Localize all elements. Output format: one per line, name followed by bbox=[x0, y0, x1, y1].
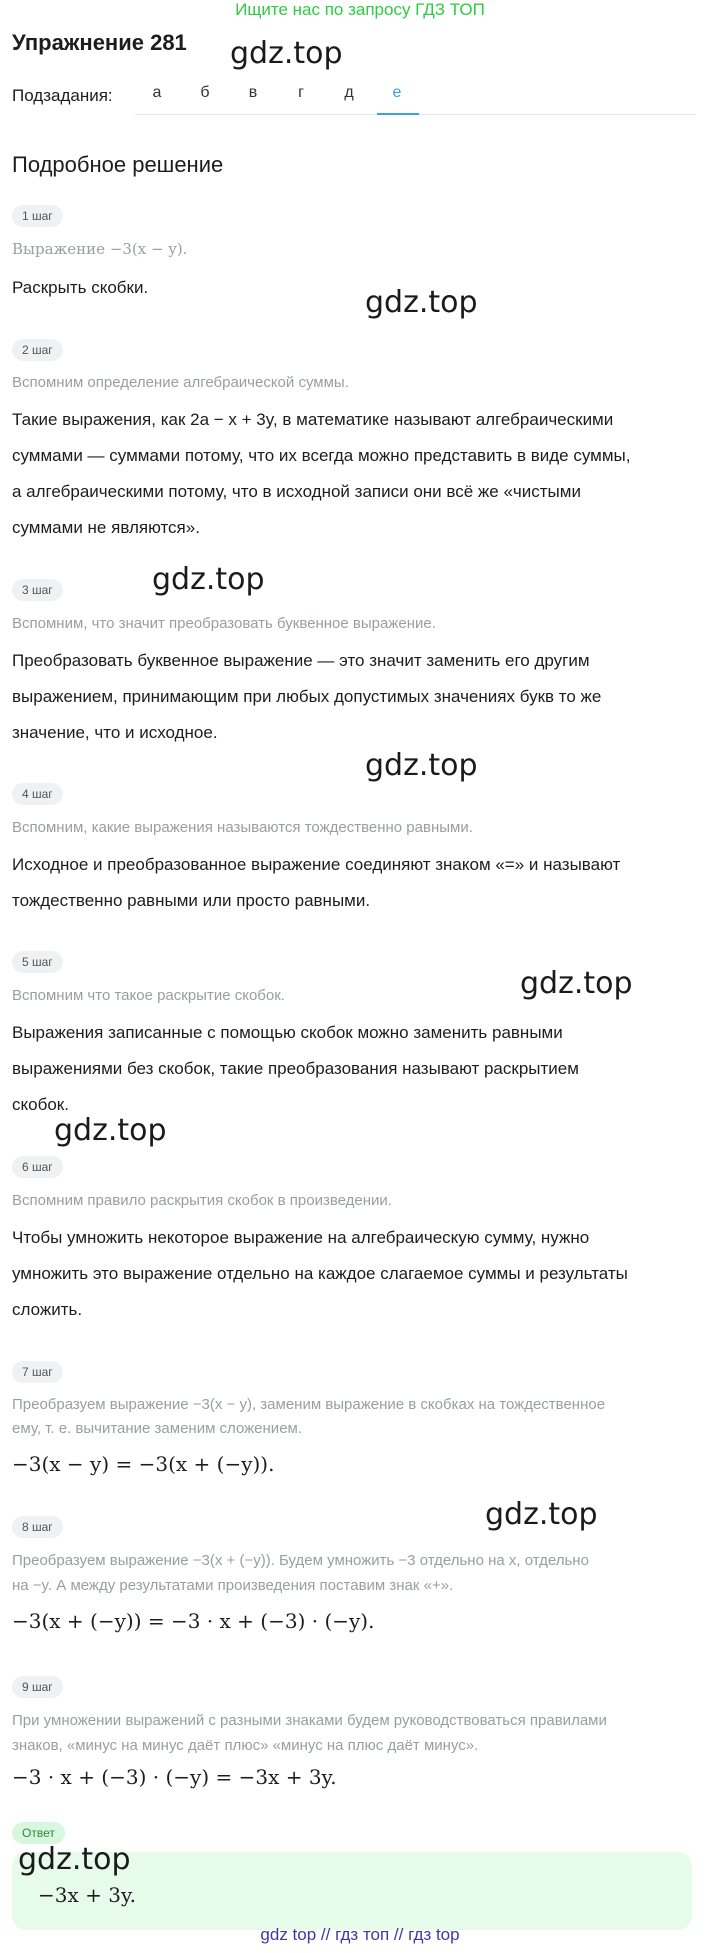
step-text-line: тождественно равными или просто равными. bbox=[12, 891, 371, 910]
step-formula: −3 · x + (−3) · (−y) = −3x + 3y. bbox=[12, 1765, 337, 1789]
step-text-line: Преобразовать буквенное выражение — это значит заменить его другим bbox=[12, 651, 590, 670]
subtasks-label: Подзадания: bbox=[12, 86, 113, 105]
step-badge: 2 шаг bbox=[12, 339, 63, 361]
step-formula: −3(x + (−y)) = −3 · x + (−3) · (−y). bbox=[12, 1609, 375, 1633]
step-badge: 9 шаг bbox=[12, 1676, 63, 1698]
step-hint: Вспомним определение алгебраической суммы. bbox=[12, 374, 349, 391]
step-hint-line: Преобразуем выражение −3(x − y), заменим выражение в скобках на тождественное bbox=[12, 1396, 606, 1413]
step-text-line: суммами не являются». bbox=[12, 518, 200, 537]
step-hint: Вспомним правило раскрытия скобок в произведении. bbox=[12, 1192, 392, 1209]
step-badge: 8 шаг bbox=[12, 1516, 63, 1538]
tab-b[interactable]: б bbox=[200, 84, 210, 101]
step-text: Раскрыть скобки. bbox=[12, 278, 149, 297]
footer-links[interactable]: gdz top // гдз топ // гдз top bbox=[260, 1925, 460, 1944]
step-text-line: Выражения записанные с помощью скобок можно заменить равными bbox=[12, 1023, 563, 1042]
tab-a[interactable]: а bbox=[152, 84, 162, 101]
step-badge: 7 шаг bbox=[12, 1361, 63, 1383]
search-banner[interactable]: Ищите нас по запросу ГДЗ ТОП bbox=[235, 0, 485, 19]
step-text-line: суммами — суммами потому, что их всегда можно представить в виде суммы, bbox=[12, 446, 631, 465]
step-text-line: Чтобы умножить некоторое выражение на алгебраическую сумму, нужно bbox=[12, 1228, 590, 1247]
exercise-title: Упражнение 281 bbox=[12, 30, 187, 55]
step-formula: −3(x − y) = −3(x + (−y)). bbox=[12, 1452, 275, 1476]
step-hint-line: знаков, «минус на минус даёт плюс» «минус на плюс даёт минус». bbox=[12, 1737, 479, 1754]
step-text-line: умножить это выражение отдельно на каждое слагаемое суммы и результаты bbox=[12, 1264, 628, 1283]
subtasks-tabs bbox=[135, 80, 695, 115]
step-hint-line: При умножении выражений с разными знаками будем руководствоваться правилами bbox=[12, 1712, 607, 1729]
watermark: gdz.top bbox=[365, 285, 478, 320]
watermark: gdz.top bbox=[18, 1842, 131, 1877]
watermark: gdz.top bbox=[485, 1497, 598, 1532]
step-hint: Вспомним, какие выражения называются тождественно равными. bbox=[12, 819, 473, 836]
section-title: Подробное решение bbox=[12, 152, 224, 177]
tab-g[interactable]: г bbox=[298, 84, 304, 101]
tab-e[interactable]: е bbox=[392, 84, 402, 101]
watermark: gdz.top bbox=[365, 748, 478, 783]
step-text-line: выражением, принимающим при любых допустимых значениях букв то же bbox=[12, 687, 602, 706]
watermark: gdz.top bbox=[230, 36, 343, 71]
step-badge: 6 шаг bbox=[12, 1156, 63, 1178]
step-text-line: Такие выражения, как 2a − x + 3y, в математике называют алгебраическими bbox=[12, 410, 614, 429]
watermark: gdz.top bbox=[520, 966, 633, 1001]
step-text-line: выражениями без скобок, такие преобразования называют раскрытием bbox=[12, 1059, 579, 1078]
step-text-line: Исходное и преобразованное выражение соединяют знаком «=» и называют bbox=[12, 855, 621, 874]
active-tab-indicator bbox=[377, 113, 419, 115]
step-badge: 3 шаг bbox=[12, 579, 63, 601]
step-hint-line: Преобразуем выражение −3(x + (−y)). Будем умножить −3 отдельно на x, отдельно bbox=[12, 1552, 589, 1569]
step-text-line: сложить. bbox=[12, 1300, 83, 1319]
step-hint: Вспомним, что значит преобразовать буквенное выражение. bbox=[12, 615, 436, 632]
answer-badge: Ответ bbox=[12, 1822, 65, 1844]
step-text-line: а алгебраическими потому, что в исходной записи они всё же «чистыми bbox=[12, 482, 581, 501]
step-text-line: значение, что и исходное. bbox=[12, 723, 218, 742]
step-badge: 1 шаг bbox=[12, 205, 63, 227]
watermark: gdz.top bbox=[54, 1113, 167, 1148]
step-badge: 4 шаг bbox=[12, 783, 63, 805]
step-hint: Выражение −3(x − y). bbox=[12, 240, 188, 258]
step-text-line: скобок. bbox=[12, 1095, 69, 1114]
step-hint-line: на −y. А между результатами произведения поставим знак «+». bbox=[12, 1577, 454, 1594]
step-hint-line: ему, т. е. вычитание заменим сложением. bbox=[12, 1420, 303, 1437]
answer-value: −3x + 3y. bbox=[38, 1883, 136, 1907]
tab-d[interactable]: д bbox=[344, 84, 354, 101]
step-badge: 5 шаг bbox=[12, 951, 63, 973]
step-hint: Вспомним что такое раскрытие скобок. bbox=[12, 987, 285, 1004]
watermark: gdz.top bbox=[152, 562, 265, 597]
tab-v[interactable]: в bbox=[248, 84, 258, 101]
